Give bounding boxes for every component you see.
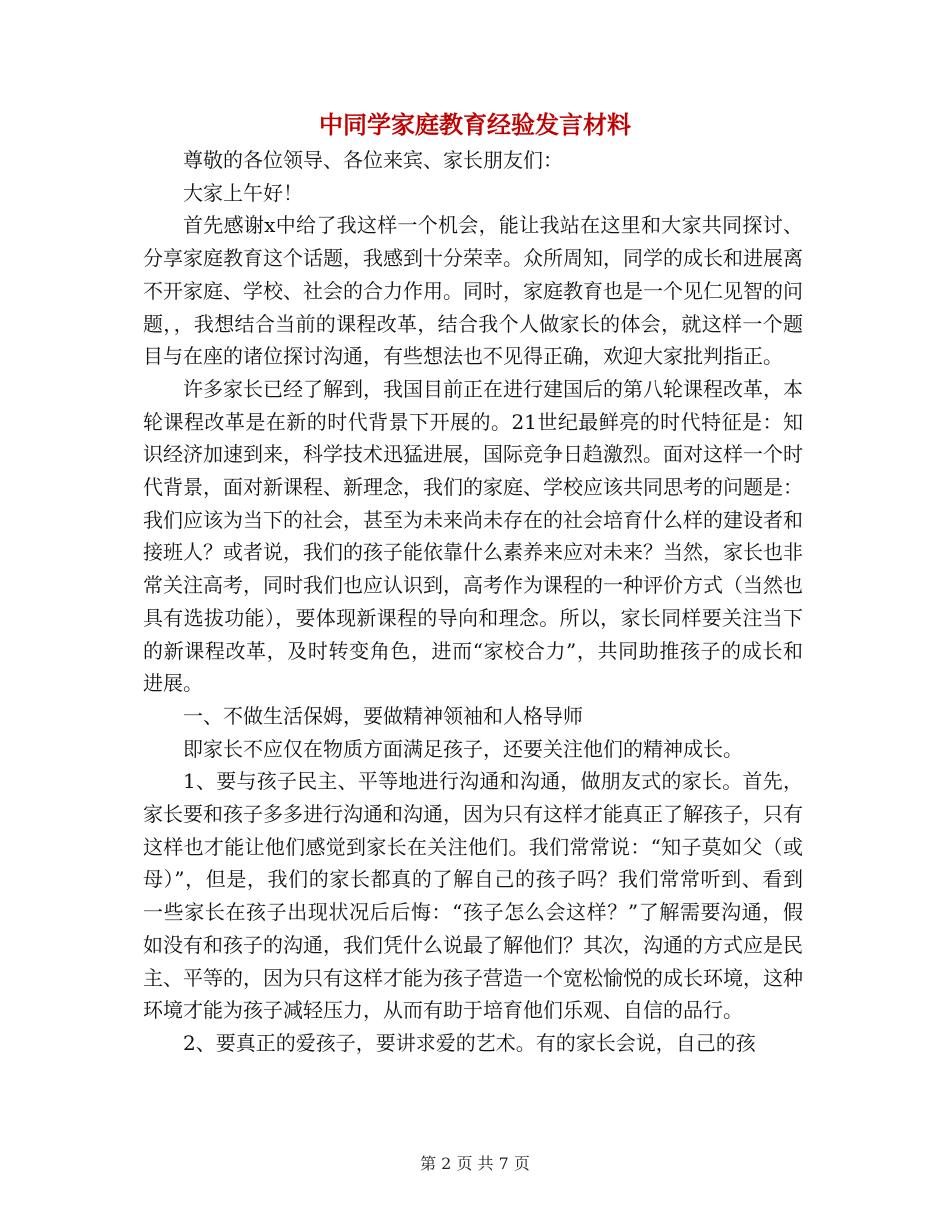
paragraph-salutation: 尊敬的各位领导、各位来宾、家长朋友们： (183, 148, 563, 172)
paragraph-greeting: 大家上午好！ (183, 180, 303, 205)
paragraph-intro: 首先感谢x中给了我这样一个机会，能让我站在这里和大家共同探讨、分享家庭教育这个话题，我感到十分荣幸。众所周知，同学的成长和进展离不开家庭、学校、社会的合力作用。同时，家庭教育也是一个见仁见智的问题，，我想结合当前的课程改革，结合我个人做家长的体会，就这样一个题目与在座的诸位探讨沟通，有些想法也不见得正确，欢迎大家批判指正。 (143, 213, 803, 369)
paragraph-curriculum-reform: 许多家长已经了解到，我国目前正在进行建国后的第八轮课程改革，本轮课程改革是在新的时代背景下开展的。21世纪最鲜亮的时代特征是：知识经济加速到来，科学技术迅猛进展，国际竞争日趋激烈。面对这样一个时代背景，面对新课程、新理念，我们的家庭、学校应该共同思考的问题是：我们应该为当下的社会，甚至为未来尚未存在的社会培育什么样的建设者和接班人？或者说，我们的孩子能依靠什么素养来应对未来？当然，家长也非常关注高考，同时我们也应认识到，高考作为课程的一种评价方式（当然也具有选拔功能），要体现新课程的导向和理念。所以，家长同样要关注当下的新课程改革，及时转变角色，进而“家校合力”，共同助推孩子的成长和进展。 (143, 376, 803, 696)
paragraph-point-2: 2、要真正的爱孩子，要讲求爱的艺术。有的家长会说，自己的孩 (183, 1030, 756, 1055)
paragraph-section-1-summary: 即家长不应仅在物质方面满足孩子，还要关注他们的精神成长。 (183, 736, 743, 761)
section-heading-1: 一、不做生活保姆，要做精神领袖和人格导师 (183, 703, 583, 728)
page-footer: 第 2 页 共 7 页 (420, 1154, 530, 1173)
paragraph-point-1: 1、要与孩子民主、平等地进行沟通和沟通，做朋友式的家长。首先，家长要和孩子多多进行沟通和沟通，因为只有这样才能真正了解孩子，只有这样也才能让他们感觉到家长在关注他们。我们常常说：“知子莫如父（或母）”，但是，我们的家长都真的了解自己的孩子吗？我们常常听到、看到一些家长在孩子出现状况后后悔：“孩子怎么会这样？”了解需要沟通，假如没有和孩子的沟通，我们凭什么说最了解他们？其次，沟通的方式应是民主、平等的，因为只有这样才能为孩子营造一个宽松愉悦的成长环境，这种环境才能为孩子减轻压力，从而有助于培育他们乐观、自信的品行。 (143, 769, 803, 1023)
document-title: 中同学家庭教育经验发言材料 (319, 110, 631, 139)
document-body (143, 144, 803, 1060)
